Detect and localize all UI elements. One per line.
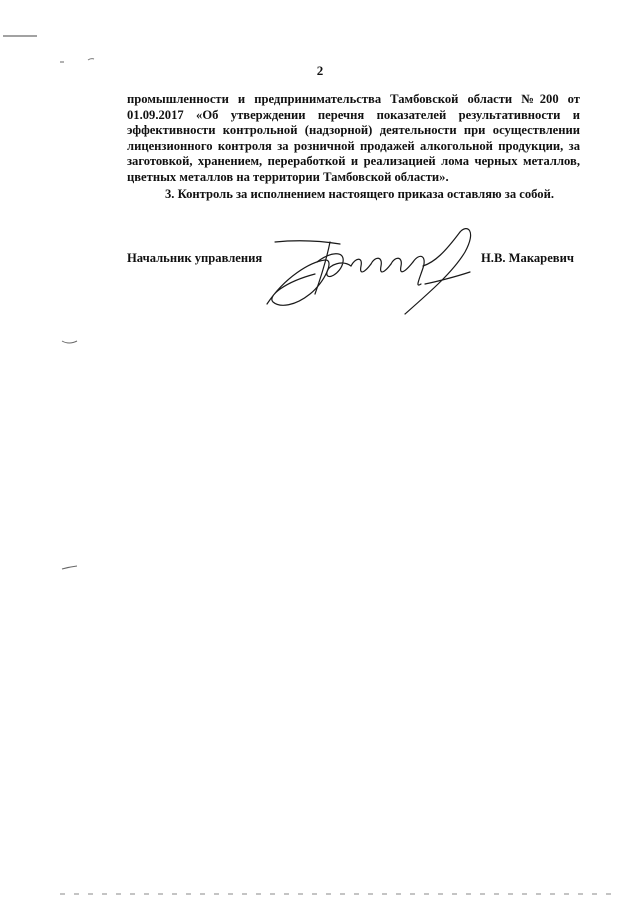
paragraph-decree-reference: промышленности и предпринимательства Тамбовской области №200 от 01.09.2017 «Об утверждении перечня показателей результативности и эффективности контрольной (надзорной) деятельности при осуществлении лицензионного контроля за розничной продажей алкогольной продукции, за заготовкой, хранением, переработкой и реализацией лома черных металлов, цветных металлов на территории Тамбовской области». <box>127 92 580 184</box>
scan-artifact-left-1 <box>60 337 80 347</box>
signatory-title: Начальник управления <box>127 251 263 265</box>
scan-artifact-bottom-dashes <box>0 890 640 900</box>
handwritten-signature <box>255 222 480 322</box>
scan-artifact-left-2 <box>60 563 80 573</box>
paragraph-control-clause: 3. Контроль за исполнением настоящего приказа оставляю за собой. <box>165 186 555 201</box>
document-body <box>127 92 580 202</box>
page-number: 2 <box>316 63 324 78</box>
signatory-name: Н.В. Макаревич <box>481 251 574 265</box>
